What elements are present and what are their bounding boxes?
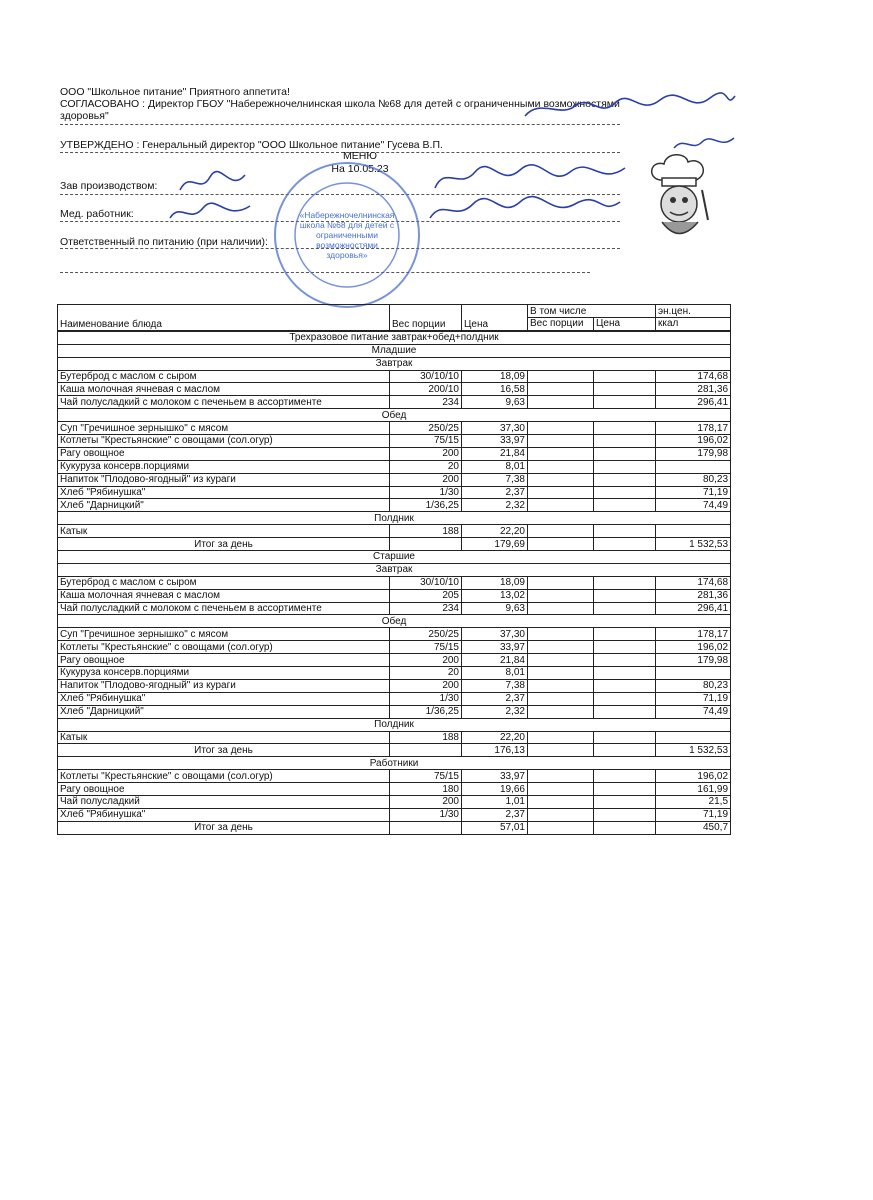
dish-name: Рагу овощное	[58, 654, 390, 667]
incl-weight-cell	[528, 679, 594, 692]
price-cell: 33,97	[462, 770, 528, 783]
table-body	[58, 331, 731, 834]
menu-title: МЕНЮ	[343, 150, 377, 162]
stamp-line: «Набережночелнинская	[299, 210, 395, 220]
weight-cell	[390, 744, 462, 757]
medical-name-signature	[425, 192, 625, 227]
dish-name: Суп "Гречишное зернышко" с мясом	[58, 422, 390, 435]
section-row	[58, 563, 731, 576]
total-row	[58, 744, 731, 757]
dish-name: Котлеты "Крестьянские" с овощами (сол.огур)	[58, 770, 390, 783]
section-title: Полдник	[58, 512, 731, 525]
table-row	[58, 370, 731, 383]
dish-name: Рагу овощное	[58, 447, 390, 460]
section-row	[58, 331, 731, 344]
portion-weight: 30/10/10	[390, 370, 462, 383]
director-signature	[520, 88, 740, 128]
dish-name: Кукуруза консерв.порциями	[58, 667, 390, 680]
incl-price-cell	[594, 808, 656, 821]
energy-cell: 196,02	[656, 770, 731, 783]
agreed-line: СОГЛАСОВАНО : Директор ГБОУ "Набережночелнинская школа №68 для детей с ограниченными возможностями	[60, 98, 620, 110]
energy-cell: 74,49	[656, 705, 731, 718]
table-row	[58, 667, 731, 680]
incl-weight-cell	[528, 486, 594, 499]
energy-cell: 71,19	[656, 692, 731, 705]
dish-name: Каша молочная ячневая с маслом	[58, 589, 390, 602]
incl-weight-cell	[528, 447, 594, 460]
energy-cell: 80,23	[656, 473, 731, 486]
role-nutrition: Ответственный по питанию (при наличии):	[60, 236, 268, 248]
stamp-line: ограниченными	[316, 230, 378, 240]
section-row	[58, 718, 731, 731]
portion-weight: 1/30	[390, 692, 462, 705]
table-header	[58, 305, 731, 332]
incl-price-cell	[594, 641, 656, 654]
dish-name: Котлеты "Крестьянские" с овощами (сол.огур)	[58, 435, 390, 448]
table-row	[58, 679, 731, 692]
incl-weight-cell	[528, 370, 594, 383]
dish-name: Чай полусладкий	[58, 795, 390, 808]
incl-price-cell	[594, 770, 656, 783]
official-stamp	[272, 160, 422, 310]
incl-price-cell	[594, 447, 656, 460]
total-label: Итог за день	[58, 744, 390, 757]
energy-cell: 196,02	[656, 435, 731, 448]
dish-name: Катык	[58, 731, 390, 744]
incl-weight-cell	[528, 795, 594, 808]
portion-weight: 1/36,25	[390, 705, 462, 718]
portion-weight: 200	[390, 679, 462, 692]
section-title: Младшие	[58, 344, 731, 357]
incl-weight-cell	[528, 667, 594, 680]
incl-price-cell	[594, 654, 656, 667]
stamp-line: возможностями	[316, 240, 378, 250]
stamp-line: школа №68 для детей с	[299, 220, 395, 230]
table-row	[58, 808, 731, 821]
stamp-line: здоровья»	[326, 250, 368, 260]
incl-weight-cell	[528, 821, 594, 834]
energy-cell	[656, 525, 731, 538]
production-name-signature	[430, 160, 630, 195]
incl-price-cell	[594, 744, 656, 757]
portion-weight: 75/15	[390, 641, 462, 654]
col-energy-header: эн.цен.	[656, 305, 731, 318]
incl-price-cell	[594, 486, 656, 499]
incl-price-cell	[594, 435, 656, 448]
dish-name: Бутерброд с маслом с сыром	[58, 370, 390, 383]
price-cell: 9,63	[462, 602, 528, 615]
price-cell: 2,37	[462, 808, 528, 821]
table-row	[58, 692, 731, 705]
incl-price-cell	[594, 705, 656, 718]
total-energy: 450,7	[656, 821, 731, 834]
table-row	[58, 576, 731, 589]
table-row	[58, 731, 731, 744]
portion-weight: 205	[390, 589, 462, 602]
section-row	[58, 551, 731, 564]
table-row	[58, 473, 731, 486]
portion-weight: 200	[390, 473, 462, 486]
incl-price-cell	[594, 422, 656, 435]
stamp-text	[292, 210, 402, 260]
incl-price-cell	[594, 667, 656, 680]
role-medical: Мед. работник:	[60, 208, 134, 220]
section-row	[58, 409, 731, 422]
col-name-header: Наименование блюда	[58, 305, 390, 331]
energy-cell: 71,19	[656, 486, 731, 499]
dish-name: Чай полусладкий с молоком с печеньем в ассортименте	[58, 602, 390, 615]
energy-cell: 178,17	[656, 628, 731, 641]
section-row	[58, 357, 731, 370]
total-price: 176,13	[462, 744, 528, 757]
incl-weight-cell	[528, 460, 594, 473]
energy-cell: 21,5	[656, 795, 731, 808]
org-name: ООО "Школьное питание" Приятного аппетита!	[60, 86, 290, 98]
incl-weight-cell	[528, 538, 594, 551]
incl-price-cell	[594, 783, 656, 796]
incl-weight-cell	[528, 576, 594, 589]
table-row	[58, 486, 731, 499]
section-title: Обед	[58, 615, 731, 628]
incl-price-cell	[594, 602, 656, 615]
portion-weight: 200	[390, 654, 462, 667]
col-price-header: Цена	[462, 305, 528, 331]
incl-weight-cell	[528, 396, 594, 409]
total-energy: 1 532,53	[656, 744, 731, 757]
table-row	[58, 499, 731, 512]
incl-price-cell	[594, 731, 656, 744]
incl-price-cell	[594, 821, 656, 834]
price-cell: 2,37	[462, 486, 528, 499]
price-cell: 22,20	[462, 731, 528, 744]
energy-cell: 296,41	[656, 396, 731, 409]
price-cell: 21,84	[462, 447, 528, 460]
portion-weight: 20	[390, 667, 462, 680]
dish-name: Бутерброд с маслом с сыром	[58, 576, 390, 589]
portion-weight: 75/15	[390, 770, 462, 783]
incl-price-cell	[594, 499, 656, 512]
weight-cell	[390, 538, 462, 551]
incl-price-cell	[594, 589, 656, 602]
portion-weight: 188	[390, 525, 462, 538]
incl-weight-cell	[528, 808, 594, 821]
dish-name: Котлеты "Крестьянские" с овощами (сол.огур)	[58, 641, 390, 654]
section-title: Старшие	[58, 551, 731, 564]
incl-weight-cell	[528, 783, 594, 796]
price-cell: 8,01	[462, 667, 528, 680]
price-cell: 19,66	[462, 783, 528, 796]
dish-name: Хлеб "Дарницкий"	[58, 705, 390, 718]
price-cell: 33,97	[462, 641, 528, 654]
dish-name: Хлеб "Рябинушка"	[58, 808, 390, 821]
chef-logo-icon	[642, 150, 714, 250]
portion-weight: 250/25	[390, 628, 462, 641]
portion-weight: 1/30	[390, 486, 462, 499]
table-row	[58, 705, 731, 718]
energy-cell: 178,17	[656, 422, 731, 435]
dish-name: Хлеб "Рябинушка"	[58, 692, 390, 705]
table-row	[58, 435, 731, 448]
section-title: Завтрак	[58, 357, 731, 370]
portion-weight: 180	[390, 783, 462, 796]
approved-line: УТВЕРЖДЕНО : Генеральный директор "ООО Школьное питание" Гусева В.П.	[60, 139, 443, 151]
incl-price-cell	[594, 576, 656, 589]
portion-weight: 75/15	[390, 435, 462, 448]
table-row	[58, 422, 731, 435]
price-cell: 8,01	[462, 460, 528, 473]
incl-weight-cell	[528, 744, 594, 757]
price-cell: 37,30	[462, 422, 528, 435]
portion-weight: 234	[390, 602, 462, 615]
total-price: 57,01	[462, 821, 528, 834]
incl-price-cell	[594, 692, 656, 705]
section-row	[58, 512, 731, 525]
energy-cell: 74,49	[656, 499, 731, 512]
incl-weight-cell	[528, 641, 594, 654]
table-row	[58, 654, 731, 667]
table-row	[58, 795, 731, 808]
section-title: Полдник	[58, 718, 731, 731]
portion-weight: 1/30	[390, 808, 462, 821]
price-cell: 22,20	[462, 525, 528, 538]
incl-price-cell	[594, 383, 656, 396]
menu-table	[57, 304, 731, 835]
incl-weight-cell	[528, 654, 594, 667]
incl-weight-cell	[528, 692, 594, 705]
col-energy-unit-header: ккал	[656, 318, 731, 331]
total-label: Итог за день	[58, 821, 390, 834]
incl-price-cell	[594, 473, 656, 486]
portion-weight: 188	[390, 731, 462, 744]
energy-cell: 281,36	[656, 589, 731, 602]
portion-weight: 250/25	[390, 422, 462, 435]
table-row	[58, 396, 731, 409]
energy-cell: 179,98	[656, 654, 731, 667]
table-row	[58, 641, 731, 654]
price-cell: 2,37	[462, 692, 528, 705]
portion-weight: 1/36,25	[390, 499, 462, 512]
section-title: Завтрак	[58, 563, 731, 576]
section-title: Работники	[58, 757, 731, 770]
table-row	[58, 383, 731, 396]
dish-name: Напиток "Плодово-ягодный" из кураги	[58, 473, 390, 486]
role-production-head: Зав производством:	[60, 180, 158, 192]
table-row	[58, 770, 731, 783]
price-cell: 2,32	[462, 705, 528, 718]
section-row	[58, 757, 731, 770]
incl-weight-cell	[528, 731, 594, 744]
incl-weight-cell	[528, 628, 594, 641]
incl-weight-cell	[528, 499, 594, 512]
weight-cell	[390, 821, 462, 834]
price-cell: 7,38	[462, 473, 528, 486]
col-included-header: В том числе	[528, 305, 656, 318]
incl-price-cell	[594, 538, 656, 551]
table-row	[58, 602, 731, 615]
incl-weight-cell	[528, 422, 594, 435]
incl-price-cell	[594, 396, 656, 409]
section-title: Обед	[58, 409, 731, 422]
price-cell: 9,63	[462, 396, 528, 409]
incl-weight-cell	[528, 435, 594, 448]
price-cell: 21,84	[462, 654, 528, 667]
table-row	[58, 460, 731, 473]
energy-cell: 174,68	[656, 370, 731, 383]
price-cell: 33,97	[462, 435, 528, 448]
incl-weight-cell	[528, 473, 594, 486]
energy-cell: 179,98	[656, 447, 731, 460]
incl-price-cell	[594, 460, 656, 473]
price-cell: 1,01	[462, 795, 528, 808]
incl-weight-cell	[528, 602, 594, 615]
price-cell: 16,58	[462, 383, 528, 396]
incl-weight-cell	[528, 589, 594, 602]
dish-name: Суп "Гречишное зернышко" с мясом	[58, 628, 390, 641]
dish-name: Кукуруза консерв.порциями	[58, 460, 390, 473]
incl-price-cell	[594, 628, 656, 641]
incl-weight-cell	[528, 770, 594, 783]
price-cell: 18,09	[462, 370, 528, 383]
section-row	[58, 344, 731, 357]
incl-price-cell	[594, 370, 656, 383]
dish-name: Рагу овощное	[58, 783, 390, 796]
incl-weight-cell	[528, 383, 594, 396]
total-energy: 1 532,53	[656, 538, 731, 551]
col-weight-header: Вес порции	[390, 305, 462, 331]
table-row	[58, 589, 731, 602]
energy-cell	[656, 460, 731, 473]
section-row	[58, 615, 731, 628]
medical-signature	[165, 198, 255, 228]
total-row	[58, 821, 731, 834]
energy-cell	[656, 667, 731, 680]
energy-cell: 161,99	[656, 783, 731, 796]
table-row	[58, 447, 731, 460]
dish-name: Каша молочная ячневая с маслом	[58, 383, 390, 396]
incl-price-cell	[594, 795, 656, 808]
table-row	[58, 525, 731, 538]
col-incl-price-header: Цена	[594, 318, 656, 331]
incl-weight-cell	[528, 705, 594, 718]
total-row	[58, 538, 731, 551]
dish-name: Катык	[58, 525, 390, 538]
energy-cell	[656, 731, 731, 744]
section-title: Трехразовое питание завтрак+обед+полдник	[58, 331, 731, 344]
portion-weight: 234	[390, 396, 462, 409]
dish-name: Хлеб "Дарницкий"	[58, 499, 390, 512]
price-cell: 13,02	[462, 589, 528, 602]
portion-weight: 200/10	[390, 383, 462, 396]
dish-name: Хлеб "Рябинушка"	[58, 486, 390, 499]
price-cell: 18,09	[462, 576, 528, 589]
dish-name: Напиток "Плодово-ягодный" из кураги	[58, 679, 390, 692]
dish-name: Чай полусладкий с молоком с печеньем в ассортименте	[58, 396, 390, 409]
total-label: Итог за день	[58, 538, 390, 551]
price-cell: 7,38	[462, 679, 528, 692]
total-price: 179,69	[462, 538, 528, 551]
energy-cell: 174,68	[656, 576, 731, 589]
table-row	[58, 628, 731, 641]
menu-date: На 10.05.23	[331, 163, 389, 175]
price-cell: 37,30	[462, 628, 528, 641]
incl-price-cell	[594, 525, 656, 538]
agreed-line-2: здоровья"	[60, 110, 109, 122]
table-row	[58, 783, 731, 796]
energy-cell: 80,23	[656, 679, 731, 692]
portion-weight: 30/10/10	[390, 576, 462, 589]
energy-cell: 196,02	[656, 641, 731, 654]
portion-weight: 20	[390, 460, 462, 473]
production-signature	[175, 165, 255, 200]
col-incl-weight-header: Вес порции	[528, 318, 594, 331]
incl-price-cell	[594, 679, 656, 692]
portion-weight: 200	[390, 795, 462, 808]
incl-weight-cell	[528, 525, 594, 538]
portion-weight: 200	[390, 447, 462, 460]
energy-cell: 71,19	[656, 808, 731, 821]
price-cell: 2,32	[462, 499, 528, 512]
energy-cell: 281,36	[656, 383, 731, 396]
energy-cell: 296,41	[656, 602, 731, 615]
